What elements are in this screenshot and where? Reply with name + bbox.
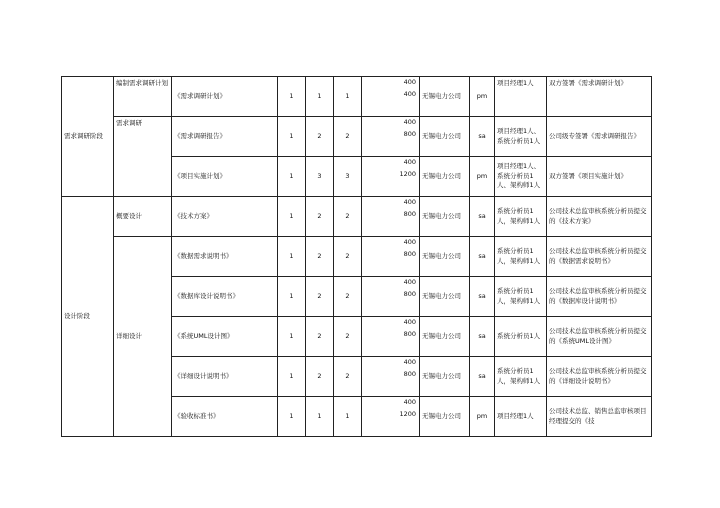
qty-cell: 1 [334, 77, 362, 117]
table-row [62, 117, 652, 157]
table-row [62, 237, 652, 277]
price-cell [362, 277, 420, 317]
qty-cell: 1 [278, 277, 306, 317]
qty-cell: 2 [306, 357, 334, 397]
note-cell: 公司技术总监审核系统分析员提交的《技术方案》 [547, 197, 652, 237]
role-type-cell: pm [470, 157, 495, 197]
qty-cell: 1 [334, 397, 362, 437]
site-cell: 无锡电力公司 [420, 77, 470, 117]
unit-price: 400 [403, 398, 416, 406]
qty-cell: 1 [278, 237, 306, 277]
staff-cell: 系统分析员1人，架构师1人 [495, 357, 547, 397]
site-cell: 无锡电力公司 [420, 357, 470, 397]
total-price: 1200 [399, 410, 416, 418]
task-cell: 概要设计 [114, 197, 172, 237]
qty-cell: 1 [278, 197, 306, 237]
task-cost-table [61, 76, 652, 437]
site-cell: 无锡电力公司 [420, 197, 470, 237]
doc-cell: 《需求调研计划》 [172, 77, 278, 117]
note-cell: 公司级专签署《需求调研报告》 [547, 117, 652, 157]
note-cell: 双方签署《项目实施计划》 [547, 157, 652, 197]
unit-price: 400 [403, 158, 416, 166]
total-price: 800 [403, 130, 416, 138]
unit-price: 400 [403, 78, 416, 86]
staff-cell: 系统分析员1人 [495, 317, 547, 357]
note-cell: 公司技术总监、销售总监审核项目经理提交的《技 [547, 397, 652, 437]
staff-cell: 项目经理1人、系统分析员1人 [495, 117, 547, 157]
doc-cell: 《详细设计说明书》 [172, 357, 278, 397]
qty-cell: 2 [334, 357, 362, 397]
qty-cell: 1 [278, 397, 306, 437]
site-cell: 无锡电力公司 [420, 157, 470, 197]
role-type-cell: sa [470, 117, 495, 157]
note-cell: 公司技术总监审核系统分析员提交的《数据需求说明书》 [547, 237, 652, 277]
unit-price: 400 [403, 198, 416, 206]
staff-cell: 系统分析员1人，架构师1人 [495, 237, 547, 277]
doc-cell: 《验收标准书》 [172, 397, 278, 437]
site-cell: 无锡电力公司 [420, 237, 470, 277]
unit-price: 400 [403, 118, 416, 126]
qty-cell: 2 [306, 317, 334, 357]
qty-cell: 1 [278, 317, 306, 357]
staff-cell: 项目经理1人、系统分析员1人、架构师1人 [495, 157, 547, 197]
qty-cell: 2 [334, 237, 362, 277]
site-cell: 无锡电力公司 [420, 277, 470, 317]
qty-cell: 1 [278, 117, 306, 157]
qty-cell: 3 [334, 157, 362, 197]
price-cell [362, 197, 420, 237]
task-cell: 编制需求调研计划 [114, 77, 172, 117]
phase-cell: 设计阶段 [62, 197, 114, 437]
doc-cell: 《技术方案》 [172, 197, 278, 237]
qty-cell: 2 [306, 197, 334, 237]
qty-cell: 3 [306, 157, 334, 197]
task-cell: 详细设计 [114, 237, 172, 437]
site-cell: 无锡电力公司 [420, 317, 470, 357]
total-price: 800 [403, 250, 416, 258]
note-cell: 公司技术总监审核系统分析员提交的《数据库设计说明书》 [547, 277, 652, 317]
note-cell: 公司技术总监审核系统分析员提交的《系统UML设计图》 [547, 317, 652, 357]
unit-price: 400 [403, 358, 416, 366]
role-type-cell: sa [470, 357, 495, 397]
total-price: 800 [403, 210, 416, 218]
total-price: 800 [403, 370, 416, 378]
doc-cell: 《数据需求说明书》 [172, 237, 278, 277]
staff-cell: 系统分析员1人，架构师1人 [495, 277, 547, 317]
price-cell [362, 357, 420, 397]
table-row [62, 197, 652, 237]
unit-price: 400 [403, 318, 416, 326]
role-type-cell: sa [470, 237, 495, 277]
role-type-cell: sa [470, 197, 495, 237]
role-type-cell: sa [470, 277, 495, 317]
qty-cell: 2 [306, 237, 334, 277]
table-row [62, 77, 652, 117]
qty-cell: 2 [334, 317, 362, 357]
total-price: 1200 [399, 170, 416, 178]
qty-cell: 2 [306, 117, 334, 157]
qty-cell: 1 [306, 77, 334, 117]
doc-cell: 《项目实施计划》 [172, 157, 278, 197]
qty-cell: 2 [334, 197, 362, 237]
qty-cell: 1 [278, 157, 306, 197]
price-cell [362, 77, 420, 117]
phase-cell: 需求调研阶段 [62, 77, 114, 197]
site-cell: 无锡电力公司 [420, 117, 470, 157]
price-cell [362, 397, 420, 437]
total-price: 400 [403, 90, 416, 98]
task-cell: 需求调研 [114, 117, 172, 197]
unit-price: 400 [403, 278, 416, 286]
qty-cell: 2 [334, 117, 362, 157]
qty-cell: 1 [278, 77, 306, 117]
staff-cell: 系统分析员1人，架构师1人 [495, 197, 547, 237]
qty-cell: 1 [278, 357, 306, 397]
price-cell [362, 157, 420, 197]
role-type-cell: sa [470, 317, 495, 357]
site-cell: 无锡电力公司 [420, 397, 470, 437]
total-price: 800 [403, 290, 416, 298]
role-type-cell: pm [470, 397, 495, 437]
qty-cell: 2 [306, 277, 334, 317]
note-cell: 公司技术总监审核系统分析员提交的《详细设计说明书》 [547, 357, 652, 397]
total-price: 800 [403, 330, 416, 338]
qty-cell: 2 [334, 277, 362, 317]
qty-cell: 1 [306, 397, 334, 437]
price-cell [362, 317, 420, 357]
staff-cell: 项目经理1人 [495, 397, 547, 437]
doc-cell: 《系统UML设计图》 [172, 317, 278, 357]
role-type-cell: pm [470, 77, 495, 117]
doc-cell: 《需求调研报告》 [172, 117, 278, 157]
unit-price: 400 [403, 238, 416, 246]
note-cell: 双方签署《需求调研计划》 [547, 77, 652, 117]
doc-cell: 《数据库设计说明书》 [172, 277, 278, 317]
price-cell [362, 237, 420, 277]
staff-cell: 项目经理1人 [495, 77, 547, 117]
price-cell [362, 117, 420, 157]
